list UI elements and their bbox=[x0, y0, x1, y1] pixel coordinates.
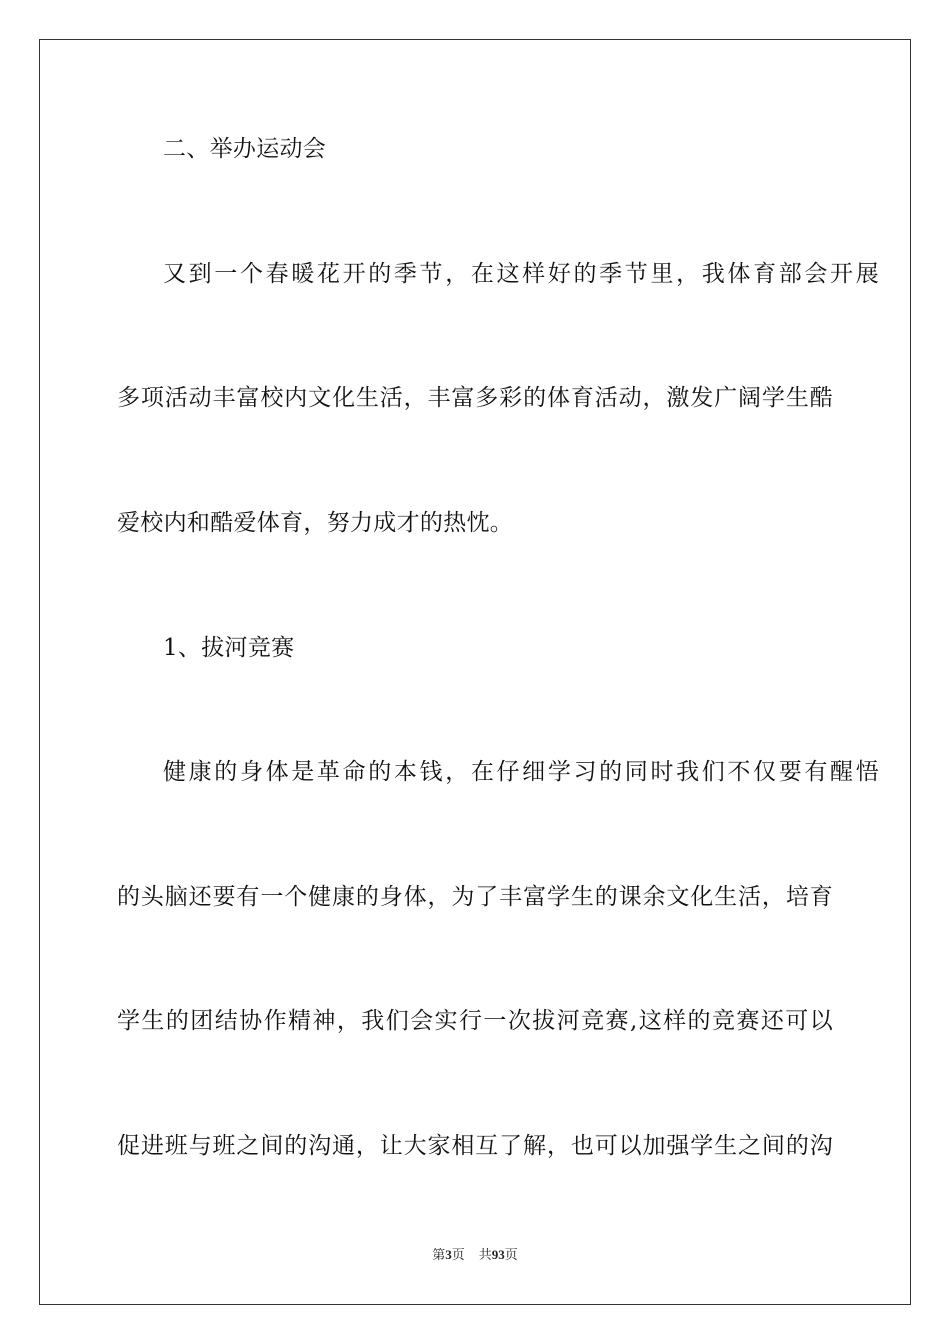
page-border bbox=[39, 39, 911, 1305]
paragraph1-line2: 多项活动丰富校内文化生活，丰富多彩的体育活动，激发广阔学生酷 bbox=[117, 385, 833, 411]
page-footer bbox=[0, 1246, 950, 1265]
paragraph2-line1: 健康的身体是革命的本钱，在仔细学习的同时我们不仅要有醒悟 bbox=[163, 759, 879, 785]
paragraph1-line1: 又到一个春暖花开的季节，在这样好的季节里，我体育部会开展 bbox=[163, 261, 879, 287]
footer-page-number: 3 bbox=[445, 1247, 452, 1262]
paragraph2-line3: 学生的团结协作精神，我们会实行一次拔河竞赛,这样的竞赛还可以 bbox=[117, 1008, 833, 1034]
paragraph1-line3: 爱校内和酷爱体育，努力成才的热忱。 bbox=[117, 510, 514, 536]
section-heading: 二、举办运动会 bbox=[163, 136, 327, 162]
paragraph2-line4: 促进班与班之间的沟通，让大家相互了解，也可以加强学生之间的沟 bbox=[117, 1133, 833, 1159]
footer-total-suffix: 页 bbox=[504, 1248, 518, 1263]
subsection-heading: 1、拔河竞赛 bbox=[163, 635, 295, 661]
footer-page-prefix: 第 bbox=[432, 1248, 446, 1263]
paragraph2-line2: 的头脑还要有一个健康的身体，为了丰富学生的课余文化生活，培育 bbox=[117, 884, 833, 910]
footer-page-suffix: 页 bbox=[451, 1248, 465, 1263]
footer-total-prefix: 共 bbox=[478, 1248, 492, 1263]
footer-total-pages: 93 bbox=[491, 1247, 505, 1262]
